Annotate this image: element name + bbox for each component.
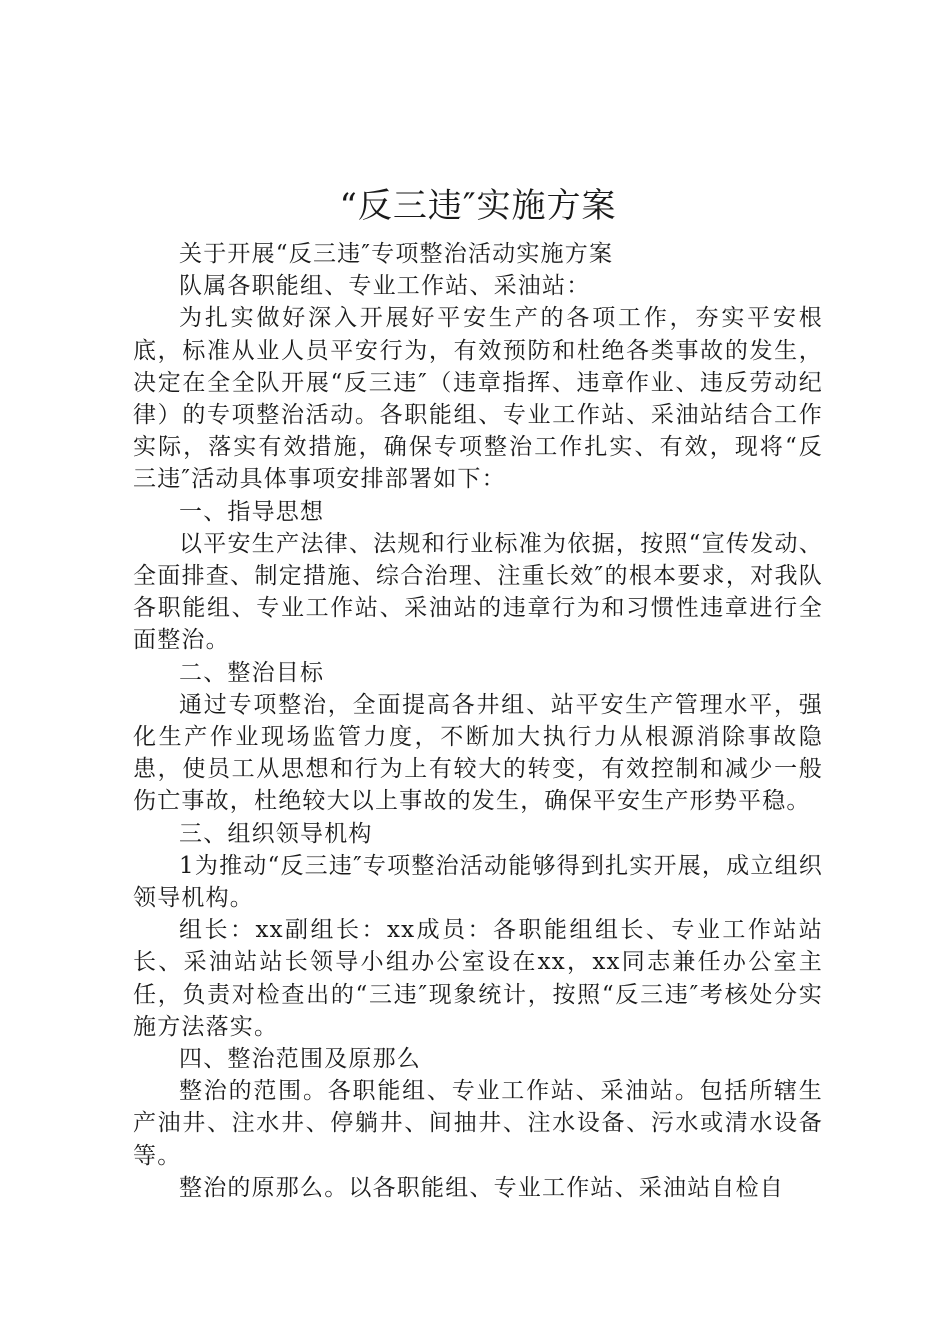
document-page — [133, 178, 823, 1204]
scope-paragraph: 整治的范围。各职能组、专业工作站、采油站。包括所辖生产油井、注水井、停躺井、间抽井、注水设备、污水或清水设备等。 — [133, 1078, 823, 1169]
guiding-thought-paragraph: 以平安生产法律、法规和行业标准为依据，按照“宣传发动、全面排查、制定措施、综合治理、注重长效″的根本要求，对我队各职能组、专业工作站、采油站的违章行为和习惯性违章进行全面整治。 — [133, 530, 823, 654]
salutation: 队属各职能组、专业工作站、采油站： — [179, 273, 591, 300]
section-heading-2: 二、整治目标 — [179, 659, 325, 686]
section-heading-4: 四、整治范围及原那么 — [179, 1046, 421, 1073]
section-heading-1: 一、指导思想 — [179, 498, 325, 525]
document-title: “反三违″实施方案 — [339, 186, 617, 226]
goals-paragraph: 通过专项整治，全面提高各井组、站平安生产管理水平，强化生产作业现场监管力度，不断加大执行力从根源消除事故隐患，使员工从思想和行为上有较大的转变，有效控制和减少一般伤亡事故，杜绝较大以上事故的发生，确保平安生产形势平稳。 — [133, 691, 823, 815]
section-heading-3: 三、组织领导机构 — [179, 820, 373, 847]
principle-paragraph: 整治的原那么。以各职能组、专业工作站、采油站自检自 — [179, 1174, 784, 1201]
members-paragraph: 组长：xx副组长：xx成员：各职能组组长、专业工作站站长、采油站站长领导小组办公室设在xx，xx同志兼任办公室主任，负责对检查出的“三违″现象统计，按照“反三违″考核处分实施方法落实。 — [133, 917, 823, 1040]
subject-line: 关于开展“反三违″专项整治活动实施方案 — [179, 241, 614, 267]
organization-paragraph: 1为推动“反三违″专项整治活动能够得到扎实开展，成立组织领导机构。 — [133, 852, 823, 912]
intro-paragraph: 为扎实做好深入开展好平安生产的各项工作，夯实平安根底，标准从业人员平安行为，有效预防和杜绝各类事故的发生，决定在全全队开展“反三违″（违章指挥、违章作业、违反劳动纪律）的专项整治活动。各职能组、专业工作站、采油站结合工作实际，落实有效措施，确保专项整治工作扎实、有效，现将“反三违″活动具体事项安排部署如下： — [133, 305, 823, 493]
